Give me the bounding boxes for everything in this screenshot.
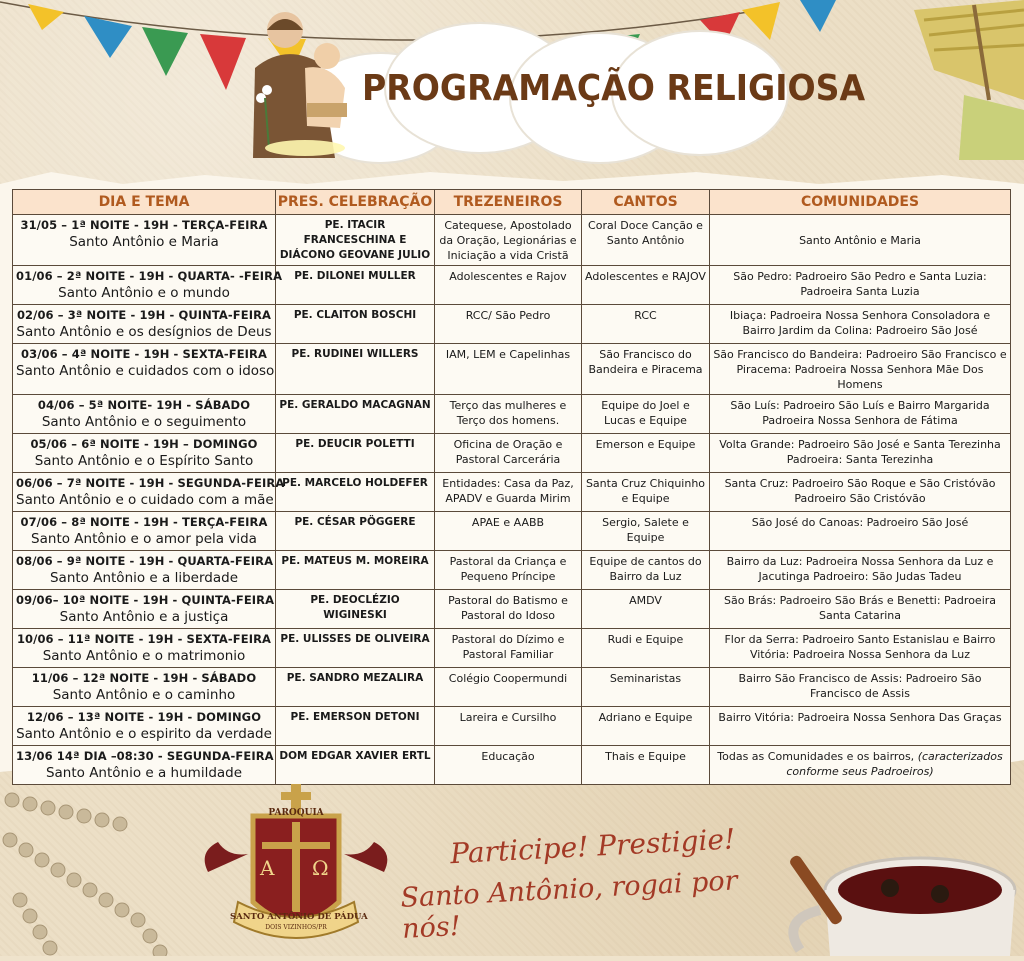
day-line: 01/06 – 2ª NOITE - 19H - QUARTA- -FEIRA [16,269,283,283]
day-line: 13/06 14ª DIA –08:30 - SEGUNDA-FEIRA [16,749,274,763]
comunidades-cell: São Luís: Padroeiro São Luís e Bairro Margarida Padroeira Nossa Senhora de Fátima [710,395,1011,434]
cantos-cell: Emerson e Equipe [582,434,710,473]
day-line: 10/06 – 11ª NOITE - 19H - SEXTA-FEIRA [16,632,272,646]
trezeneiros-cell: Pastoral do Dízimo e Pastoral Familiar [435,629,582,668]
schedule-table [12,189,1011,785]
comunidades-cell: São Francisco do Bandeira: Padroeiro São Francisco e Piracema: Padroeira Nossa Senhora Mãe Dos Homens [710,344,1011,395]
theme-line: Santo Antônio e Maria [69,234,219,250]
cantos-cell: Adriano e Equipe [582,707,710,746]
day-line: 02/06 – 3ª NOITE - 19H - QUINTA-FEIRA [16,308,272,322]
trezeneiros-cell: Adolescentes e Rajov [435,266,582,305]
celebrant-cell: PE. RUDINEI WILLERS [276,344,435,395]
comunidades-cell: Bairro São Francisco de Assis: Padroeiro São Francisco de Assis [710,668,1011,707]
table-row [13,551,1011,590]
comunidades-cell: Ibiaça: Padroeira Nossa Senhora Consoladora e Bairro Jardim da Colina: Padroeiro São José [710,305,1011,344]
day-cell [13,395,276,434]
day-line: 09/06– 10ª NOITE - 19H - QUINTA-FEIRA [16,593,275,607]
celebrant-cell: PE. DEUCIR POLETTI [276,434,435,473]
table-row [13,629,1011,668]
table-row [13,395,1011,434]
celebrant-cell: PE. CLAITON BOSCHI [276,305,435,344]
column-header: DIA E TEMA [13,190,276,215]
column-header: TREZENEIROS [435,190,582,215]
day-line: 04/06 – 5ª NOITE- 19H - SÁBADO [37,398,251,412]
theme-line: Santo Antônio e o cuidado com a mãe [16,492,274,508]
crest-omega: Ω [312,856,329,880]
column-header: CANTOS [582,190,710,215]
table-row [13,266,1011,305]
saint-anthony-image [245,8,365,158]
day-cell [13,305,276,344]
trezeneiros-cell: Lareira e Cursilho [435,707,582,746]
day-cell [13,512,276,551]
comunidades-cell: São Brás: Padroeiro São Brás e Benetti: Padroeira Santa Catarina [710,590,1011,629]
celebrant-cell: PE. SANDRO MEZALIRA [276,668,435,707]
day-cell [13,590,276,629]
slogan-line-1: Participe! Prestigie! [449,822,737,871]
crest-top-text: PAROQUIA [268,808,324,818]
cantos-cell: Santa Cruz Chiquinho e Equipe [582,473,710,512]
day-line: 31/05 – 1ª NOITE - 19H - TERÇA-FEIRA [20,218,268,232]
celebrant-cell: PE. MATEUS M. MOREIRA [276,551,435,590]
table-row [13,512,1011,551]
corn-husk-decoration [904,0,1024,160]
comunidades-cell: Volta Grande: Padroeiro São José e Santa Terezinha Padroeira: Santa Terezinha [710,434,1011,473]
cantos-cell: Rudi e Equipe [582,629,710,668]
cantos-cell: Thais e Equipe [582,746,710,785]
table-row [13,434,1011,473]
day-line: 08/06 – 9ª NOITE - 19H - QUARTA-FEIRA [16,554,274,568]
trezeneiros-cell: RCC/ São Pedro [435,305,582,344]
comunidades-cell: Bairro Vitória: Padroeira Nossa Senhora Das Graças [710,707,1011,746]
day-line: 06/06 – 7ª NOITE - 19H - SEGUNDA-FEIRA [16,476,285,490]
cantos-cell: Sergio, Salete e Equipe [582,512,710,551]
comunidades-cell: Bairro da Luz: Padroeira Nossa Senhora da Luz e Jacutinga Padroeiro: São Judas Tadeu [710,551,1011,590]
day-cell [13,551,276,590]
cantos-cell: Equipe de cantos do Bairro da Luz [582,551,710,590]
trezeneiros-cell: Pastoral do Batismo e Pastoral do Idoso [435,590,582,629]
page-title: PROGRAMAÇÃO RELIGIOSA [362,68,866,109]
comunidades-cell: Flor da Serra: Padroeiro Santo Estanislau e Bairro Vitória: Padroeira Nossa Senhora da Luz [710,629,1011,668]
table-row [13,707,1011,746]
theme-line: Santo Antônio e a justiça [59,609,229,625]
cantos-cell: São Francisco do Bandeira e Piracema [582,344,710,395]
theme-line: Santo Antônio e o amor pela vida [31,531,257,547]
cantos-cell: Coral Doce Canção e Santo Antônio [582,215,710,266]
day-cell [13,266,283,305]
slogan-line-2: Santo Antônio, rogai por nós! [399,865,739,945]
comunidades-cell: São Pedro: Padroeiro São Pedro e Santa Luzia: Padroeira Santa Luzia [710,266,1011,305]
theme-line: Santo Antônio e o espirito da verdade [16,726,272,742]
trezeneiros-cell: Catequese, Apostolado da Oração, Legionárias e Iniciação a vida Cristã [435,215,582,266]
celebrant-cell: PE. CÉSAR PÖGGERE [276,512,435,551]
trezeneiros-cell: Terço das mulheres e Terço dos homens. [435,395,582,434]
comunidades-cell: Santa Cruz: Padroeiro São Roque e São Cristóvão Padroeiro São Cristóvão [710,473,1011,512]
celebrant-cell: PE. EMERSON DETONI [276,707,435,746]
day-cell [13,344,276,395]
theme-line: Santo Antônio e o caminho [52,687,236,703]
day-cell [13,668,276,707]
theme-line: Santo Antônio e a liberdade [49,570,238,586]
day-cell [13,215,276,266]
table-row [13,305,1011,344]
column-header: COMUNIDADES [710,190,1011,215]
cantos-cell: RCC [582,305,710,344]
cantos-cell: AMDV [582,590,710,629]
day-line: 11/06 – 12ª NOITE - 19H - SÁBADO [31,671,257,685]
comunidades-text: Todas as Comunidades e os bairros, [717,750,915,763]
celebrant-cell: PE. GERALDO MACAGNAN [276,395,435,434]
table-row [13,473,1011,512]
day-line: 03/06 – 4ª NOITE - 19H - SEXTA-FEIRA [21,347,267,361]
day-cell [13,629,276,668]
day-cell [13,434,276,473]
crest-parish-name: SANTO ANTÔNIO DE PÁDUA [230,912,368,922]
theme-line: Santo Antônio e o matrimonio [42,648,246,664]
trezeneiros-cell: Educação [435,746,582,785]
theme-line: Santo Antônio e a humildade [45,765,243,781]
day-line: 05/06 – 6ª NOITE - 19H – DOMINGO [30,437,258,451]
day-line: 12/06 – 13ª NOITE - 19H - DOMINGO [26,710,262,724]
slogan [398,820,783,945]
theme-line: Santo Antônio e cuidados com o idoso [16,363,275,379]
day-cell [13,473,285,512]
celebrant-cell: PE. DILONEI MULLER [276,266,435,305]
celebrant-cell: DOM EDGAR XAVIER ERTL [276,746,435,785]
cantos-cell: Seminaristas [582,668,710,707]
cantos-cell: Adolescentes e RAJOV [582,266,710,305]
celebrant-cell: PE. ITACIR FRANCESCHINA E DIÁCONO GEOVANE JULIO [276,215,435,266]
theme-line: Santo Antônio e o seguimento [41,414,247,430]
comunidades-cell [710,746,1011,785]
celebrant-cell: PE. MARCELO HOLDEFER [276,473,435,512]
table-row [13,215,1011,266]
trezeneiros-cell: Entidades: Casa da Paz, APADV e Guarda Mirim [435,473,582,512]
parish-crest [198,782,394,956]
trezeneiros-cell: IAM, LEM e Capelinhas [435,344,582,395]
crest-city: DOIS VIZINHOS/PR [265,924,327,931]
day-line: 07/06 – 8ª NOITE - 19H - TERÇA-FEIRA [20,515,268,529]
mulled-wine-mug-image [780,830,1024,956]
column-header: PRES. CELEBRAÇÃO [276,190,435,215]
trezeneiros-cell: Oficina de Oração e Pastoral Carcerária [435,434,582,473]
crest-alpha: A [260,856,275,880]
trezeneiros-cell: Pastoral da Criança e Pequeno Príncipe [435,551,582,590]
theme-line: Santo Antônio e os desígnios de Deus [16,324,272,340]
celebrant-cell: PE. DEOCLÉZIO WIGINESKI [276,590,435,629]
table-row [13,590,1011,629]
comunidades-cell: Santo Antônio e Maria [710,215,1011,266]
trezeneiros-cell: Colégio Coopermundi [435,668,582,707]
comunidades-cell: São José do Canoas: Padroeiro São José [710,512,1011,551]
comunidades-note: (caracterizados conforme seus Padroeiros) [786,750,1003,778]
day-cell [13,707,276,746]
table-row [13,344,1011,395]
theme-line: Santo Antônio e o mundo [58,285,230,301]
trezeneiros-cell: APAE e AABB [435,512,582,551]
table-header-row [13,190,1011,215]
table-row [13,668,1011,707]
cantos-cell: Equipe do Joel e Lucas e Equipe [582,395,710,434]
celebrant-cell: PE. ULISSES DE OLIVEIRA [276,629,435,668]
theme-line: Santo Antônio e o Espírito Santo [34,453,254,469]
